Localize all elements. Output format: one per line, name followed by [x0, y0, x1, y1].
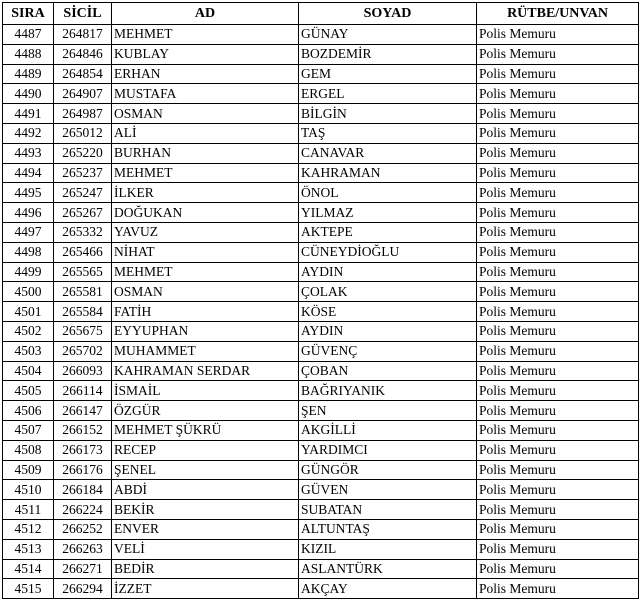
cell-soyad: YARDIMCI	[299, 440, 477, 460]
cell-sicil: 264987	[54, 104, 112, 124]
cell-rutbe: Polis Memuru	[477, 222, 639, 242]
cell-soyad: AKGİLLİ	[299, 420, 477, 440]
cell-soyad: KÖSE	[299, 302, 477, 322]
cell-rutbe: Polis Memuru	[477, 420, 639, 440]
table-row	[3, 163, 639, 183]
cell-sicil: 266147	[54, 401, 112, 421]
cell-ad: MUSTAFA	[112, 84, 299, 104]
cell-rutbe: Polis Memuru	[477, 401, 639, 421]
cell-soyad: AYDIN	[299, 262, 477, 282]
cell-rutbe: Polis Memuru	[477, 25, 639, 45]
cell-ad: İLKER	[112, 183, 299, 203]
cell-sira: 4493	[3, 143, 54, 163]
cell-ad: İSMAİL	[112, 381, 299, 401]
table-row	[3, 203, 639, 223]
table-row	[3, 282, 639, 302]
cell-soyad: ŞEN	[299, 401, 477, 421]
cell-sicil: 264907	[54, 84, 112, 104]
cell-ad: MEHMET	[112, 25, 299, 45]
cell-sira: 4510	[3, 480, 54, 500]
cell-ad: ABDİ	[112, 480, 299, 500]
header-sicil: SİCİL	[54, 3, 112, 25]
cell-soyad: ERGEL	[299, 84, 477, 104]
cell-sira: 4489	[3, 64, 54, 84]
cell-soyad: ÇOBAN	[299, 361, 477, 381]
cell-sicil: 266252	[54, 519, 112, 539]
table-row	[3, 341, 639, 361]
cell-sira: 4513	[3, 539, 54, 559]
cell-sira: 4504	[3, 361, 54, 381]
cell-ad: MUHAMMET	[112, 341, 299, 361]
cell-sira: 4508	[3, 440, 54, 460]
cell-soyad: SUBATAN	[299, 500, 477, 520]
cell-ad: RECEP	[112, 440, 299, 460]
header-sira: SIRA	[3, 3, 54, 25]
cell-soyad: GÜVENÇ	[299, 341, 477, 361]
table-row	[3, 559, 639, 579]
cell-rutbe: Polis Memuru	[477, 302, 639, 322]
cell-sicil: 266263	[54, 539, 112, 559]
table-row	[3, 64, 639, 84]
cell-sira: 4511	[3, 500, 54, 520]
cell-soyad: AYDIN	[299, 321, 477, 341]
table-header	[3, 3, 639, 25]
cell-soyad: ÇOLAK	[299, 282, 477, 302]
cell-sira: 4515	[3, 579, 54, 599]
table-row	[3, 242, 639, 262]
cell-rutbe: Polis Memuru	[477, 104, 639, 124]
cell-rutbe: Polis Memuru	[477, 440, 639, 460]
cell-rutbe: Polis Memuru	[477, 519, 639, 539]
cell-sira: 4494	[3, 163, 54, 183]
cell-rutbe: Polis Memuru	[477, 44, 639, 64]
cell-sicil: 266271	[54, 559, 112, 579]
table-row	[3, 460, 639, 480]
header-rutbe: RÜTBE/UNVAN	[477, 3, 639, 25]
table-row	[3, 480, 639, 500]
cell-sicil: 265466	[54, 242, 112, 262]
cell-sicil: 265565	[54, 262, 112, 282]
cell-ad: ENVER	[112, 519, 299, 539]
cell-sicil: 265702	[54, 341, 112, 361]
cell-ad: EYYUPHAN	[112, 321, 299, 341]
cell-sicil: 266114	[54, 381, 112, 401]
cell-sira: 4498	[3, 242, 54, 262]
cell-ad: VELİ	[112, 539, 299, 559]
cell-sicil: 265237	[54, 163, 112, 183]
table-row	[3, 25, 639, 45]
cell-sira: 4492	[3, 123, 54, 143]
cell-rutbe: Polis Memuru	[477, 163, 639, 183]
cell-ad: MEHMET	[112, 262, 299, 282]
cell-ad: NİHAT	[112, 242, 299, 262]
cell-soyad: ÖNOL	[299, 183, 477, 203]
table-row	[3, 539, 639, 559]
cell-rutbe: Polis Memuru	[477, 539, 639, 559]
cell-ad: YAVUZ	[112, 222, 299, 242]
cell-soyad: BAĞRIYANIK	[299, 381, 477, 401]
cell-rutbe: Polis Memuru	[477, 84, 639, 104]
cell-sicil: 266294	[54, 579, 112, 599]
cell-sicil: 264846	[54, 44, 112, 64]
cell-rutbe: Polis Memuru	[477, 341, 639, 361]
cell-sicil: 265332	[54, 222, 112, 242]
table-body	[3, 25, 639, 599]
cell-sicil: 265247	[54, 183, 112, 203]
cell-sicil: 265267	[54, 203, 112, 223]
table-row	[3, 302, 639, 322]
cell-sicil: 266176	[54, 460, 112, 480]
cell-ad: OSMAN	[112, 104, 299, 124]
cell-soyad: BOZDEMİR	[299, 44, 477, 64]
table-row	[3, 519, 639, 539]
cell-sicil: 265220	[54, 143, 112, 163]
table-row	[3, 123, 639, 143]
cell-sicil: 266093	[54, 361, 112, 381]
cell-ad: BEKİR	[112, 500, 299, 520]
table-row	[3, 579, 639, 599]
cell-soyad: TAŞ	[299, 123, 477, 143]
table-row	[3, 361, 639, 381]
cell-rutbe: Polis Memuru	[477, 480, 639, 500]
cell-rutbe: Polis Memuru	[477, 321, 639, 341]
cell-ad: ERHAN	[112, 64, 299, 84]
cell-sira: 4506	[3, 401, 54, 421]
cell-soyad: AKTEPE	[299, 222, 477, 242]
cell-ad: KUBLAY	[112, 44, 299, 64]
cell-soyad: AKÇAY	[299, 579, 477, 599]
cell-rutbe: Polis Memuru	[477, 262, 639, 282]
cell-sicil: 266173	[54, 440, 112, 460]
cell-ad: DOĞUKAN	[112, 203, 299, 223]
cell-rutbe: Polis Memuru	[477, 64, 639, 84]
table-row	[3, 440, 639, 460]
cell-ad: İZZET	[112, 579, 299, 599]
cell-sira: 4495	[3, 183, 54, 203]
table-row	[3, 44, 639, 64]
table-row	[3, 143, 639, 163]
cell-sicil: 264854	[54, 64, 112, 84]
cell-rutbe: Polis Memuru	[477, 242, 639, 262]
cell-rutbe: Polis Memuru	[477, 559, 639, 579]
header-soyad: SOYAD	[299, 3, 477, 25]
cell-ad: FATİH	[112, 302, 299, 322]
cell-rutbe: Polis Memuru	[477, 123, 639, 143]
cell-sira: 4505	[3, 381, 54, 401]
table-row	[3, 500, 639, 520]
cell-rutbe: Polis Memuru	[477, 203, 639, 223]
cell-sicil: 265581	[54, 282, 112, 302]
table-row	[3, 183, 639, 203]
cell-rutbe: Polis Memuru	[477, 361, 639, 381]
cell-sira: 4503	[3, 341, 54, 361]
cell-sira: 4497	[3, 222, 54, 242]
cell-soyad: GEM	[299, 64, 477, 84]
cell-sicil: 266184	[54, 480, 112, 500]
cell-sira: 4502	[3, 321, 54, 341]
cell-ad: KAHRAMAN SERDAR	[112, 361, 299, 381]
table-row	[3, 401, 639, 421]
table-row	[3, 381, 639, 401]
cell-sicil: 265584	[54, 302, 112, 322]
personnel-table	[2, 2, 639, 599]
cell-sicil: 266152	[54, 420, 112, 440]
cell-sira: 4488	[3, 44, 54, 64]
cell-soyad: BİLGİN	[299, 104, 477, 124]
cell-sicil: 265012	[54, 123, 112, 143]
cell-ad: ALİ	[112, 123, 299, 143]
header-row	[3, 3, 639, 25]
cell-rutbe: Polis Memuru	[477, 579, 639, 599]
cell-soyad: GÜNAY	[299, 25, 477, 45]
cell-soyad: CÜNEYDİOĞLU	[299, 242, 477, 262]
cell-ad: MEHMET ŞÜKRÜ	[112, 420, 299, 440]
cell-rutbe: Polis Memuru	[477, 282, 639, 302]
cell-sira: 4500	[3, 282, 54, 302]
cell-rutbe: Polis Memuru	[477, 500, 639, 520]
cell-sira: 4512	[3, 519, 54, 539]
cell-soyad: ALTUNTAŞ	[299, 519, 477, 539]
table-row	[3, 321, 639, 341]
cell-sicil: 266224	[54, 500, 112, 520]
cell-sira: 4507	[3, 420, 54, 440]
cell-sira: 4499	[3, 262, 54, 282]
cell-sira: 4491	[3, 104, 54, 124]
cell-soyad: GÜNGÖR	[299, 460, 477, 480]
cell-ad: BEDİR	[112, 559, 299, 579]
cell-rutbe: Polis Memuru	[477, 143, 639, 163]
cell-sira: 4514	[3, 559, 54, 579]
cell-rutbe: Polis Memuru	[477, 460, 639, 480]
cell-soyad: YILMAZ	[299, 203, 477, 223]
cell-ad: ŞENEL	[112, 460, 299, 480]
table-row	[3, 84, 639, 104]
table-row	[3, 104, 639, 124]
cell-sira: 4490	[3, 84, 54, 104]
cell-ad: OSMAN	[112, 282, 299, 302]
cell-ad: MEHMET	[112, 163, 299, 183]
cell-sira: 4509	[3, 460, 54, 480]
cell-sicil: 264817	[54, 25, 112, 45]
header-ad: AD	[112, 3, 299, 25]
cell-sicil: 265675	[54, 321, 112, 341]
cell-soyad: ASLANTÜRK	[299, 559, 477, 579]
cell-ad: ÖZGÜR	[112, 401, 299, 421]
table-row	[3, 420, 639, 440]
cell-sira: 4487	[3, 25, 54, 45]
cell-rutbe: Polis Memuru	[477, 183, 639, 203]
cell-ad: BURHAN	[112, 143, 299, 163]
cell-sira: 4496	[3, 203, 54, 223]
cell-soyad: KAHRAMAN	[299, 163, 477, 183]
cell-soyad: CANAVAR	[299, 143, 477, 163]
cell-sira: 4501	[3, 302, 54, 322]
cell-rutbe: Polis Memuru	[477, 381, 639, 401]
table-row	[3, 222, 639, 242]
table-row	[3, 262, 639, 282]
cell-soyad: GÜVEN	[299, 480, 477, 500]
cell-soyad: KIZIL	[299, 539, 477, 559]
